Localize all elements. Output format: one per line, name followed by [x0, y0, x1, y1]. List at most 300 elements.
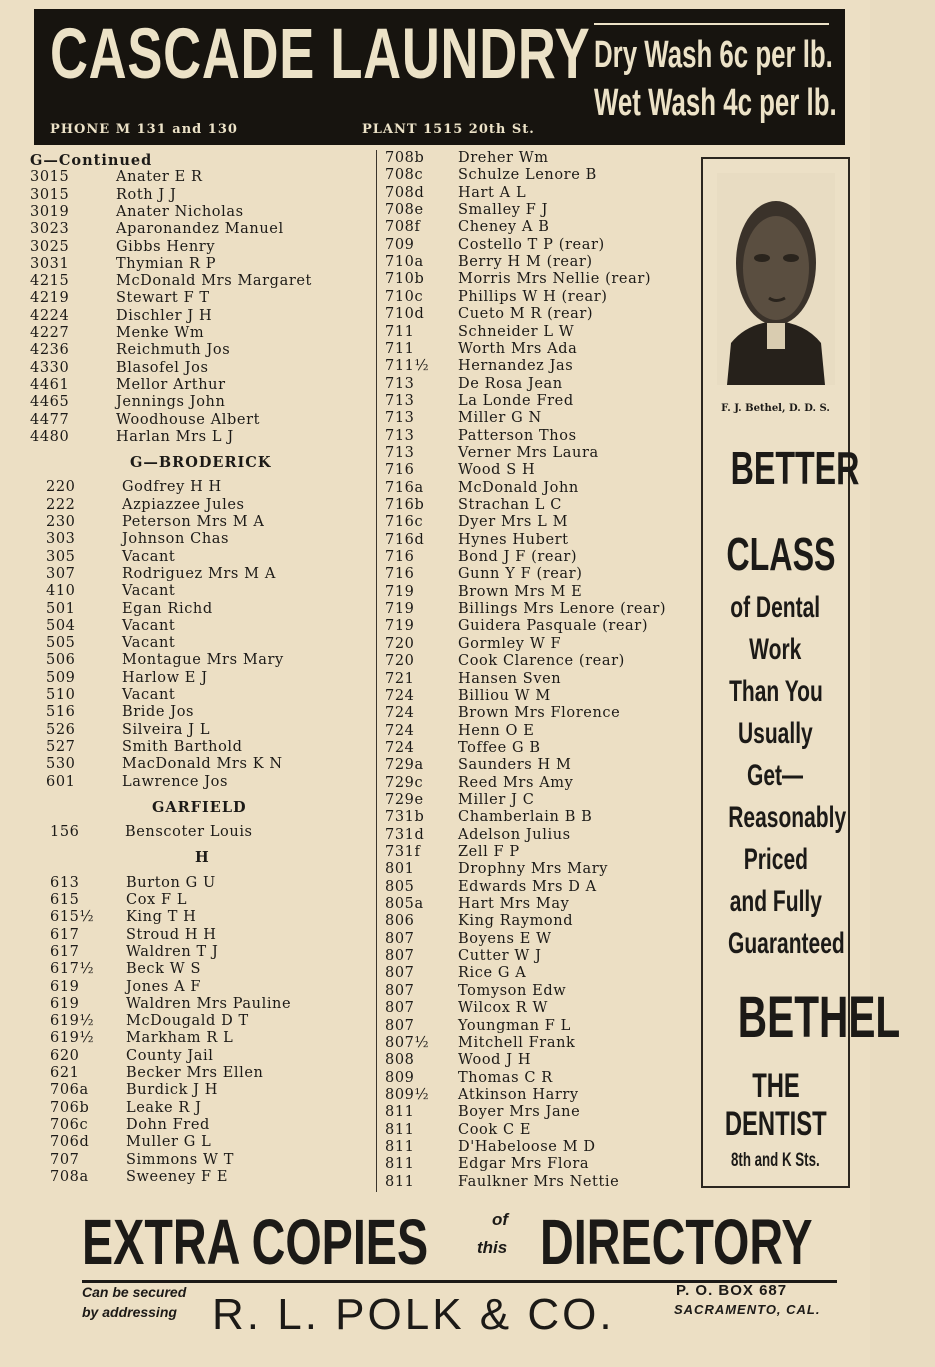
laundry-rates	[594, 31, 837, 127]
resident-name: Henn O E	[458, 722, 535, 739]
house-number: 724	[385, 722, 415, 739]
company-name: R. L. POLK & CO.	[212, 1290, 615, 1339]
resident-name: Atkinson Harry	[458, 1086, 579, 1103]
listing-row	[30, 1082, 370, 1099]
house-number: 617½	[50, 961, 95, 978]
resident-name: Dischler J H	[116, 307, 213, 324]
resident-name: Dohn Fred	[126, 1116, 210, 1133]
house-number: 4236	[30, 342, 70, 359]
house-number: 807	[385, 965, 415, 982]
listing-row	[30, 429, 370, 446]
house-number: 731d	[385, 826, 425, 843]
section-heading: G—BRODERICK	[130, 454, 272, 472]
house-number: 807	[385, 1000, 415, 1017]
ad-line-text: and Fully	[729, 885, 822, 918]
house-number: 526	[46, 721, 76, 738]
listing-row	[382, 1122, 697, 1139]
ad-line	[703, 803, 848, 833]
resident-name: Beck W S	[126, 961, 201, 978]
resident-name: Thomas C R	[458, 1069, 553, 1086]
ad-line	[703, 1151, 848, 1170]
house-number: 719	[385, 583, 415, 600]
section-heading: H	[195, 849, 210, 867]
listing-row	[382, 896, 697, 913]
listing-row	[382, 237, 697, 254]
listing-row	[30, 514, 370, 531]
ad-line-text: BETTER	[730, 442, 860, 494]
listing-row	[30, 360, 370, 377]
house-number: 807	[385, 930, 415, 947]
house-number: 620	[50, 1047, 80, 1064]
listing-row	[382, 618, 697, 635]
house-number: 711	[385, 340, 415, 357]
resident-name: Johnson Chas	[122, 531, 230, 548]
ad-line-text: Guaranteed	[728, 927, 845, 960]
resident-name: Thymian R P	[116, 255, 217, 272]
listing-row	[30, 909, 370, 926]
resident-name: Berry H M (rear)	[458, 254, 593, 271]
house-number: 710d	[385, 306, 425, 323]
listing-row	[382, 1156, 697, 1173]
listing-row	[30, 479, 370, 496]
ad-line	[703, 887, 848, 917]
resident-name: McDonald John	[458, 479, 579, 496]
laundry-plant: PLANT 1515 20th St.	[362, 122, 535, 137]
house-number: 805	[385, 878, 415, 895]
resident-name: Bond J F (rear)	[458, 549, 578, 566]
resident-name: Rice G A	[458, 965, 527, 982]
secured-line-2: by addressing	[82, 1304, 177, 1320]
house-number: 713	[385, 392, 415, 409]
house-number: 527	[46, 738, 76, 755]
house-number: 711	[385, 323, 415, 340]
house-number: 708d	[385, 184, 425, 201]
listing-row	[30, 1117, 370, 1134]
resident-name: Brown Mrs Florence	[458, 705, 621, 722]
resident-name: Silveira J L	[122, 721, 211, 738]
house-number: 716	[385, 566, 415, 583]
listing-row	[30, 256, 370, 273]
house-number: 601	[46, 773, 76, 790]
house-number: 516	[46, 704, 76, 721]
resident-name: Sweeney F E	[126, 1168, 229, 1185]
listing-row	[30, 601, 370, 618]
resident-name: D'Habeloose M D	[458, 1138, 596, 1155]
listing-row	[30, 979, 370, 996]
ad-line	[703, 635, 848, 665]
resident-name: Costello T P (rear)	[458, 236, 605, 253]
resident-name: Cox F L	[126, 892, 188, 908]
resident-name: Wilcox R W	[458, 1000, 548, 1017]
listing-row	[382, 584, 697, 601]
resident-name: Cueto M R (rear)	[458, 306, 594, 323]
listing-row	[382, 653, 697, 670]
house-number: 4480	[30, 428, 70, 445]
listing-row	[382, 185, 697, 202]
resident-name: Wood J H	[458, 1052, 532, 1069]
listing-row	[382, 827, 697, 844]
house-number: 716a	[385, 479, 424, 496]
listing-row	[30, 944, 370, 961]
resident-name: Waldren T J	[126, 943, 219, 960]
ad-line	[703, 1069, 848, 1103]
house-number: 222	[46, 496, 76, 513]
resident-name: Boyens E W	[458, 930, 552, 947]
listing-row	[382, 514, 697, 531]
house-number: 621	[50, 1065, 80, 1081]
resident-name: Woodhouse Albert	[116, 411, 261, 428]
listing-row	[30, 687, 370, 704]
house-number: 4219	[30, 290, 70, 307]
listing-row	[382, 289, 697, 306]
resident-name: Smith Barthold	[122, 738, 243, 755]
listing-row	[30, 1152, 370, 1169]
listing-row	[382, 549, 697, 566]
resident-name: Vacant	[122, 583, 176, 600]
directory-advertisement	[72, 1198, 842, 1353]
house-number: 706d	[50, 1134, 90, 1151]
house-number: 4224	[30, 307, 70, 324]
resident-name: Cutter W J	[458, 948, 542, 965]
house-number: 811	[385, 1121, 415, 1138]
resident-name: Morris Mrs Nellie (rear)	[458, 271, 652, 288]
listing-row	[30, 996, 370, 1013]
house-number: 706c	[50, 1116, 89, 1133]
house-number: 3031	[30, 255, 70, 272]
listing-row	[382, 688, 697, 705]
resident-name: Dreher Wm	[458, 150, 549, 166]
resident-name: Vacant	[122, 635, 176, 652]
house-number: 4227	[30, 325, 70, 341]
house-number: 807	[385, 948, 415, 965]
house-number: 3015	[30, 186, 70, 203]
resident-name: Godfrey H H	[122, 479, 222, 496]
listing-row	[382, 497, 697, 514]
listing-row	[382, 167, 697, 184]
house-number: 706b	[50, 1099, 90, 1116]
resident-name: Zell F P	[458, 844, 520, 860]
listing-row	[30, 549, 370, 566]
listing-row	[382, 445, 697, 462]
resident-name: Becker Mrs Ellen	[126, 1065, 264, 1081]
house-number: 501	[46, 600, 76, 617]
house-number: 156	[50, 824, 80, 841]
resident-name: Vacant	[122, 548, 176, 565]
house-number: 303	[46, 531, 76, 548]
laundry-phone: PHONE M 131 and 130	[50, 122, 238, 137]
resident-name: Toffee G B	[458, 739, 541, 756]
resident-name: Drophny Mrs Mary	[458, 861, 609, 878]
house-number: 806	[385, 913, 415, 930]
portrait-caption: F. J. Bethel, D. D. S.	[721, 403, 830, 414]
house-number: 619	[50, 995, 80, 1012]
house-number: 807	[385, 1017, 415, 1034]
resident-name: Peterson Mrs M A	[122, 514, 265, 530]
house-number: 708a	[50, 1168, 89, 1185]
house-number: 708b	[385, 150, 425, 166]
resident-name: Vacant	[122, 617, 176, 634]
listing-row	[382, 723, 697, 740]
house-number: 807	[385, 982, 415, 999]
house-number: 710a	[385, 254, 424, 271]
listing-row	[382, 792, 697, 809]
house-number: 713	[385, 444, 415, 461]
house-number: 720	[385, 635, 415, 652]
listing-row	[382, 358, 697, 375]
listing-row	[30, 204, 370, 221]
dentist-portrait	[717, 173, 835, 385]
resident-name: Gunn Y F (rear)	[458, 566, 583, 583]
listing-row	[30, 875, 370, 892]
listing-row	[382, 376, 697, 393]
resident-name: Patterson Thos	[458, 427, 577, 444]
resident-name: King Raymond	[458, 913, 574, 930]
resident-name: Azpiazzee Jules	[122, 496, 245, 513]
house-number: 305	[46, 548, 76, 565]
house-number: 613	[50, 874, 80, 891]
listing-row	[30, 377, 370, 394]
laundry-name: CASCADE LAUNDRY	[50, 15, 591, 94]
listing-row	[30, 670, 370, 687]
resident-name: Edgar Mrs Flora	[458, 1156, 590, 1173]
resident-name: Guidera Pasquale (rear)	[458, 618, 649, 635]
listing-row	[30, 1030, 370, 1047]
resident-name: Saunders H M	[458, 757, 572, 774]
house-number: 709	[385, 236, 415, 253]
listing-row	[30, 325, 370, 342]
listing-row	[30, 774, 370, 791]
secured-line-1: Can be secured	[82, 1284, 187, 1300]
house-number: 619½	[50, 1013, 95, 1030]
ad-line-text: Usually	[738, 717, 813, 750]
listing-row	[382, 671, 697, 688]
listing-row	[30, 290, 370, 307]
listing-row	[382, 931, 697, 948]
listing-row	[30, 169, 370, 186]
resident-name: McDougald D T	[126, 1013, 249, 1030]
ad-line	[703, 845, 848, 875]
listing-row	[382, 1018, 697, 1035]
resident-name: Miller G N	[458, 410, 542, 427]
resident-name: Anater E R	[116, 169, 203, 186]
listing-row	[30, 221, 370, 238]
resident-name: Blasofel Jos	[116, 359, 209, 376]
resident-name: Roth J J	[116, 186, 177, 203]
house-number: 509	[46, 669, 76, 686]
house-number: 807½	[385, 1034, 430, 1051]
listing-row	[30, 308, 370, 325]
resident-name: Chamberlain B B	[458, 809, 593, 826]
house-number: 3025	[30, 238, 70, 255]
resident-name: Brown Mrs M E	[458, 583, 583, 600]
resident-name: Billiou W M	[458, 687, 551, 704]
ad-line-text: Reasonably	[728, 801, 847, 834]
resident-name: Harlow E J	[122, 669, 208, 686]
listing-row	[382, 809, 697, 826]
resident-name: King T H	[126, 909, 197, 926]
section-heading: G—Continued	[30, 152, 153, 169]
resident-name: Lawrence Jos	[122, 773, 229, 790]
house-number: 811	[385, 1138, 415, 1155]
ad-line	[703, 761, 848, 791]
resident-name: Edwards Mrs D A	[458, 878, 597, 895]
resident-name: Schneider L W	[458, 323, 575, 340]
resident-name: Mitchell Frank	[458, 1034, 576, 1051]
resident-name: Billings Mrs Lenore (rear)	[458, 601, 667, 618]
ad-line-text: BETHEL	[737, 985, 901, 1050]
house-number: 713	[385, 410, 415, 427]
resident-name: Waldren Mrs Pauline	[126, 995, 292, 1012]
listing-row	[30, 704, 370, 721]
resident-name: Tomyson Edw	[458, 982, 567, 999]
house-number: 713	[385, 427, 415, 444]
of-text: of	[492, 1210, 509, 1229]
resident-name: La Londe Fred	[458, 392, 574, 409]
house-number: 716	[385, 462, 415, 479]
listing-row	[30, 1065, 370, 1082]
house-number: 615½	[50, 909, 95, 926]
house-number: 716b	[385, 497, 425, 513]
listing-row	[30, 531, 370, 548]
house-number: 506	[46, 652, 76, 669]
listing-row	[30, 739, 370, 756]
listing-row	[382, 861, 697, 878]
resident-name: Dyer Mrs L M	[458, 514, 569, 531]
ad-line-text: Priced	[743, 843, 808, 876]
house-number: 811	[385, 1173, 415, 1190]
resident-name: Hart A L	[458, 184, 527, 201]
ad-line	[703, 719, 848, 749]
listing-row	[382, 480, 697, 497]
listing-row	[382, 428, 697, 445]
house-number: 617	[50, 943, 80, 960]
house-number: 719	[385, 601, 415, 618]
house-number: 729e	[385, 791, 424, 808]
extra-copies-text: EXTRA COPIES	[82, 1206, 429, 1278]
ad-line	[703, 677, 848, 707]
resident-name: Simmons W T	[126, 1151, 234, 1168]
listing-row	[30, 1048, 370, 1065]
house-number: 619	[50, 978, 80, 995]
listing-row	[30, 583, 370, 600]
ad-line-text: 8th and K Sts.	[731, 1150, 820, 1171]
resident-name: Burton G U	[126, 874, 216, 891]
resident-name: Wood S H	[458, 462, 536, 479]
listing-row	[382, 462, 697, 479]
city: SACRAMENTO, CAL.	[674, 1302, 821, 1317]
ad-line	[703, 1107, 848, 1141]
house-number: 708e	[385, 202, 424, 219]
resident-name: Jones A F	[126, 978, 202, 995]
listing-row	[382, 1070, 697, 1087]
resident-name: Markham R L	[126, 1030, 234, 1047]
listing-row	[382, 705, 697, 722]
house-number: 716c	[385, 514, 424, 531]
listing-row	[30, 1013, 370, 1030]
listing-row	[382, 913, 697, 930]
house-number: 801	[385, 861, 415, 878]
resident-name: MacDonald Mrs K N	[122, 756, 283, 773]
listing-row	[382, 1139, 697, 1156]
resident-name: Benscoter Louis	[125, 824, 253, 841]
listing-row	[30, 497, 370, 514]
ad-line-text: CLASS	[726, 528, 836, 580]
resident-name: Smalley F J	[458, 202, 549, 219]
house-number: 410	[46, 583, 76, 600]
ad-line	[703, 528, 848, 580]
house-number: 4461	[30, 376, 70, 393]
ad-line-text: Work	[749, 633, 802, 666]
listing-row	[30, 722, 370, 739]
house-number: 707	[50, 1151, 80, 1168]
dentist-advertisement	[701, 157, 901, 1188]
resident-name: County Jail	[126, 1047, 214, 1064]
house-number: 3015	[30, 169, 70, 186]
listing-row	[30, 412, 370, 429]
listing-row	[382, 271, 697, 288]
resident-name: Vacant	[122, 687, 176, 703]
listing-row	[382, 410, 697, 427]
resident-name: Schulze Lenore B	[458, 167, 597, 184]
listing-row	[382, 1052, 697, 1069]
section-heading: GARFIELD	[152, 798, 247, 816]
house-number: 708c	[385, 167, 424, 184]
listing-row	[382, 948, 697, 965]
listing-row	[30, 961, 370, 978]
house-number: 811	[385, 1156, 415, 1173]
house-number: 530	[46, 756, 76, 773]
listing-row	[30, 566, 370, 583]
house-number: 808	[385, 1052, 415, 1069]
resident-name: Worth Mrs Ada	[458, 340, 578, 357]
listing-row	[30, 652, 370, 669]
ad-line	[703, 929, 848, 959]
house-number: 3019	[30, 203, 70, 220]
listing-row	[382, 324, 697, 341]
house-number: 811	[385, 1104, 415, 1121]
resident-name: Cheney A B	[458, 219, 550, 236]
listing-row	[382, 254, 697, 271]
listing-row	[382, 1000, 697, 1017]
house-number: 809	[385, 1069, 415, 1086]
resident-name: Reed Mrs Amy	[458, 774, 574, 791]
listing-row	[30, 342, 370, 359]
resident-name: Rodriguez Mrs M A	[122, 565, 276, 582]
listing-row	[382, 879, 697, 896]
house-number: 716d	[385, 531, 425, 548]
resident-name: Reichmuth Jos	[116, 342, 231, 359]
listing-row	[30, 1169, 370, 1186]
resident-name: Mellor Arthur	[116, 376, 226, 393]
house-number: 724	[385, 705, 415, 722]
resident-name: Burdick J H	[126, 1082, 219, 1099]
house-number: 706a	[50, 1082, 89, 1099]
listing-row	[382, 1104, 697, 1121]
resident-name: Cook Clarence (rear)	[458, 653, 625, 670]
house-number: 4215	[30, 273, 70, 290]
resident-name: Cook C E	[458, 1121, 532, 1138]
listing-row	[382, 1174, 697, 1191]
listing-row	[382, 1035, 697, 1052]
listing-row	[382, 566, 697, 583]
ad-line-text: of Dental	[730, 591, 821, 624]
listing-row	[30, 187, 370, 204]
house-number: 4477	[30, 411, 70, 428]
resident-name: Hynes Hubert	[458, 531, 569, 548]
directory-text: DIRECTORY	[540, 1206, 813, 1278]
listing-row	[382, 965, 697, 982]
house-number: 713	[385, 375, 415, 392]
